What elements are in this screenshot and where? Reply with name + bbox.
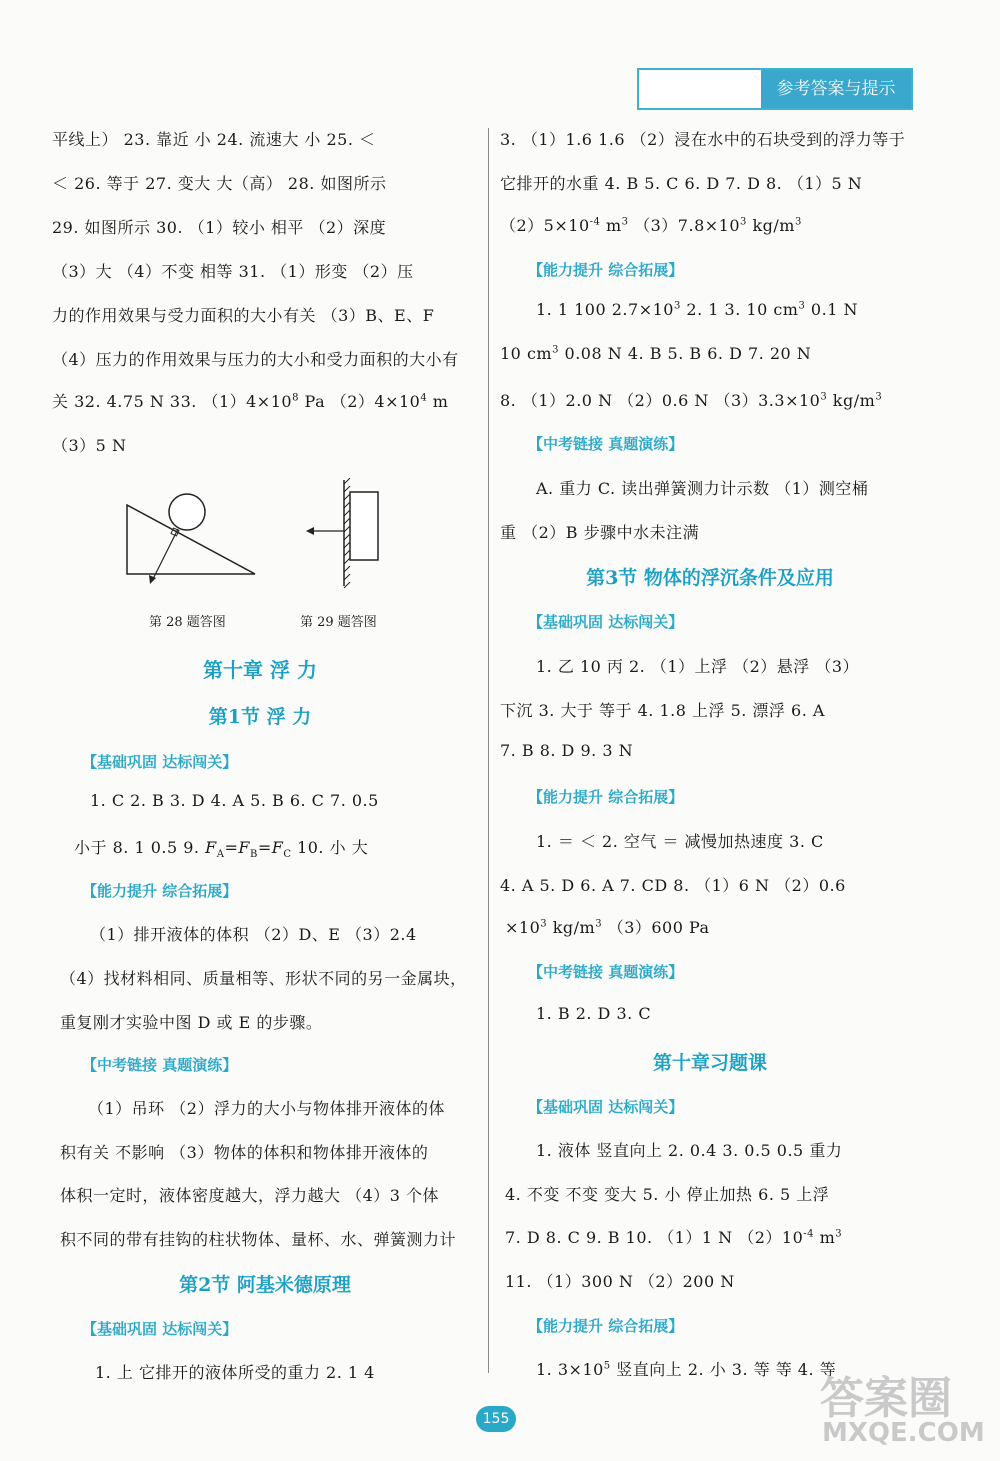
tag-exam-1: 【中考链接 真题演练】: [82, 1056, 238, 1074]
left-line-4: （3）大 （4）不变 相等 31. （1）形变 （2）压: [52, 262, 414, 281]
answers-sec1-ability-3: 重复刚才实验中图 D 或 E 的步骤。: [60, 1013, 323, 1032]
section-2-title: 第2节 阿基米德原理: [179, 1274, 351, 1296]
right-line-9: 1. 乙 10 丙 2. （1）上浮 （2）悬浮 （3）: [536, 657, 860, 676]
chapter-title: 第十章 浮 力: [203, 658, 317, 682]
right-line-5: 10 $cm^3$ 0.08 N 4. B 5. B 6. D 7. 20 N: [500, 344, 812, 363]
right-line-19: 11. （1）300 N （2）200 N: [505, 1272, 735, 1291]
right-line-1: 3. （1）1.6 1.6 （2）浸在水中的石块受到的浮力等于: [500, 130, 906, 149]
answers-sec2-basic-1: 1. 上 它排开的液体所受的重力 2. 1 4: [95, 1363, 375, 1382]
tag-ability-1: 【能力提升 综合拓展】: [82, 882, 238, 900]
caption-29: 第 29 题答图: [300, 615, 377, 630]
tag-exam-2: 【中考链接 真题演练】: [528, 435, 684, 453]
right-line-6: 8. （1）2.0 N （2）0.6 N $(3)3.3\times 10^3$ $kg/m^3$: [500, 391, 883, 410]
answers-sec1-exam-3: 体积一定时，液体密度越大，浮力越大 （4）3 个体: [60, 1186, 440, 1205]
left-line-1: 平线上） 23. 靠近 小 24. 流速大 小 25. ＜: [52, 130, 376, 149]
answers-sec1-exam-4: 积不同的带有挂钩的柱状物体、量杯、水、弹簧测力计: [60, 1230, 457, 1249]
left-line-5: 力的作用效果与受力面积的大小有关 （3）B、E、F: [52, 306, 435, 325]
answers-sec1-ability-2: （4）找材料相同、质量相等、形状不同的另一金属块，: [60, 969, 467, 988]
right-line-8: 重 （2）B 步骤中水未注满: [500, 523, 700, 542]
header-label: 参考答案与提示: [761, 70, 911, 108]
right-line-14: $\times 10^3$ $kg/m^3$ （3）600 Pa: [505, 918, 710, 937]
tag-ability-4: 【能力提升 综合拓展】: [528, 1317, 684, 1335]
right-line-12: 1. ＝ ＜ 2. 空气 ＝ 减慢加热速度 3. C: [536, 832, 824, 851]
right-line-11: 7. B 8. D 9. 3 N: [500, 741, 634, 760]
section-3-title: 第3节 物体的浮沉条件及应用: [586, 567, 834, 589]
tag-basic-1: 【基础巩固 达标闯关】: [82, 753, 238, 771]
tag-basic-3: 【基础巩固 达标闯关】: [528, 613, 684, 631]
answers-sec1-exam-1: （1）吊环 （2）浮力的大小与物体排开液体的体: [88, 1099, 445, 1118]
page-number: 155: [476, 1406, 516, 1432]
left-line-7: 关 32. 4.75 N 33. $(1)4\times 10^8$ Pa $(2)4\times 10^4$ m: [52, 392, 449, 411]
answers-sec1-exam-2: 积有关 不影响 （3）物体的体积和物体排开液体的: [60, 1143, 429, 1162]
tag-ability-2: 【能力提升 综合拓展】: [528, 261, 684, 279]
right-line-3: $(2)5\times 10^{-4}$ $m^3$ $(3)7.8\times 10^3$ $kg/m^3$: [500, 216, 802, 235]
right-line-13: 4. A 5. D 6. A 7. CD 8. （1）6 N （2）0.6: [500, 876, 846, 895]
watermark-logo: 答案圈: [820, 1373, 952, 1424]
column-divider: [488, 128, 489, 1373]
answers-sec1-basic-2: 小于 8. 1 0.5 9. $F_A=F_B=F_C$ 10. 小 大: [74, 838, 369, 861]
header-banner: [637, 68, 913, 110]
right-line-10: 下沉 3. 大于 等于 4. 1.8 上浮 5. 漂浮 6. A: [500, 701, 825, 720]
right-line-16: 1. 液体 竖直向上 2. 0.4 3. 0.5 0.5 重力: [536, 1141, 843, 1160]
section-4-title: 第十章习题课: [652, 1052, 767, 1074]
tag-exam-3: 【中考链接 真题演练】: [528, 963, 684, 981]
tag-ability-3: 【能力提升 综合拓展】: [528, 788, 684, 806]
figure-28-incline-ball: [120, 485, 260, 585]
left-line-8: （3）5 N: [52, 436, 127, 455]
right-line-15: 1. B 2. D 3. C: [536, 1004, 652, 1023]
right-line-4: 1. 1 100 $2.7\times 10^3$ 2. 1 3. 10 $cm^3$ 0.1 N: [536, 300, 858, 319]
answers-sec1-ability-1: （1）排开液体的体积 （2）D、E （3）2.4: [90, 925, 417, 944]
figure-29-block-wall: [300, 478, 390, 590]
left-line-2: ＜ 26. 等于 27. 变大 大（高） 28. 如图所示: [52, 174, 387, 193]
answers-sec1-basic-1: 1. C 2. B 3. D 4. A 5. B 6. C 7. 0.5: [90, 791, 379, 810]
tag-basic-2: 【基础巩固 达标闯关】: [82, 1320, 238, 1338]
right-line-18: 7. D 8. C 9. B 10. （1）1 N $(2)10^{-4}$ $m^3$: [505, 1228, 843, 1247]
watermark-url: MXQE.COM: [822, 1418, 985, 1448]
left-line-3: 29. 如图所示 30. （1）较小 相平 （2）深度: [52, 218, 387, 237]
left-line-6: （4）压力的作用效果与压力的大小和受力面积的大小有: [52, 350, 459, 369]
right-line-2: 它排开的水重 4. B 5. C 6. D 7. D 8. （1）5 N: [500, 174, 863, 193]
caption-28: 第 28 题答图: [149, 615, 226, 630]
right-line-17: 4. 不变 不变 变大 5. 小 停止加热 6. 5 上浮: [505, 1185, 830, 1204]
right-line-7: A. 重力 C. 读出弹簧测力计示数 （1）测空桶: [536, 479, 869, 498]
section-1-title: 第1节 浮 力: [208, 706, 312, 728]
right-line-20: 1. $3\times 10^5$ 竖直向上 2. 小 3. 等 等 4. 等: [536, 1360, 837, 1379]
tag-basic-4: 【基础巩固 达标闯关】: [528, 1098, 684, 1116]
